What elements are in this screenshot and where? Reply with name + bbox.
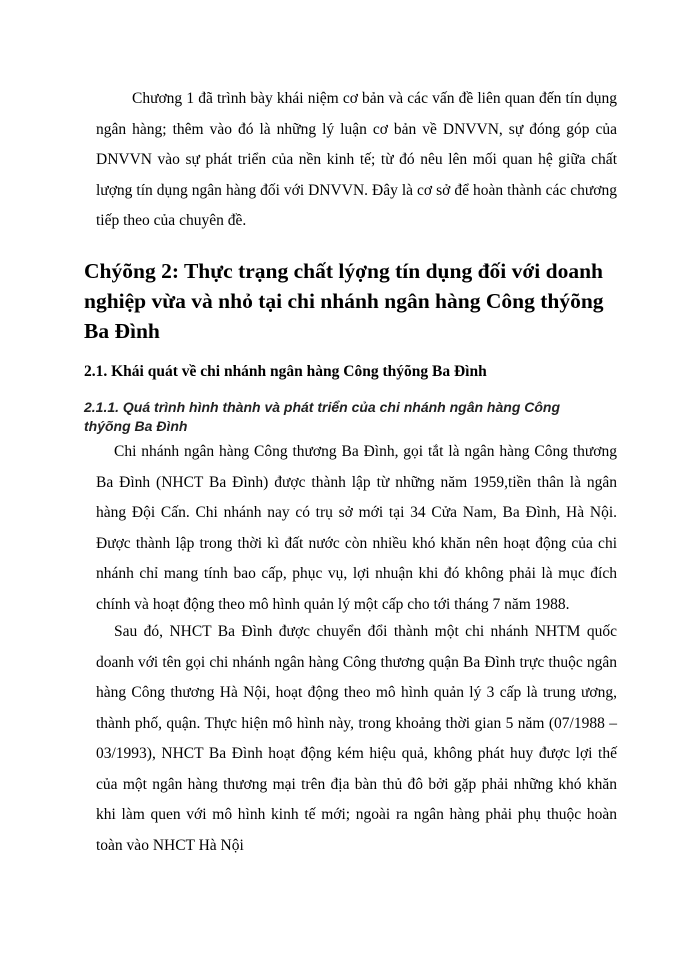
body-paragraph-2: Sau đó, NHCT Ba Đình được chuyển đổi thành một chi nhánh NHTM quốc doanh với tên gọi chi nhánh ngân hàng Công thương quận Ba Đình trực thuộc ngân hàng Công thương Hà Nội, hoạt động theo mô hình quản lý 3 cấp là trung ương, thành phố, quận. Thực hiện mô hình này, trong khoảng thời gian 5 năm (07/1988 – 03/1993), NHCT Ba Đình hoạt động kém hiệu quả, không phát huy được lợi thế của một ngân hàng thương mại trên địa bàn thủ đô bởi gặp phải những khó khăn khi làm quen với mô hình kinh tế mới; ngoài ra ngân hàng phải phụ thuộc hoàn toàn vào NHCT Hà Nội <box>96 623 617 854</box>
chapter-title: Chýõng 2: Thực trạng chất lýợng tín dụng đối với doanh nghiệp vừa và nhỏ tại chi nhánh ngân hàng Công thýõng Ba Đình <box>84 259 604 343</box>
body-paragraph-1: Chi nhánh ngân hàng Công thương Ba Đình, gọi tắt là ngân hàng Công thương Ba Đình (NHCT Ba Đình) được thành lập từ những năm 1959,tiền thân là ngân hàng Đội Cấn. Chi nhánh nay có trụ sở mới tại 34 Cửa Nam, Ba Đình, Hà Nội. Được thành lập trong thời kì đất nước còn nhiều khó khăn nên hoạt động của chi nhánh chỉ mang tính bao cấp, phục vụ, lợi nhuận khi đó không phải là mục đích chính và hoạt động theo mô hình quản lý một cấp cho tới tháng 7 năm 1988. <box>96 443 617 613</box>
section-2-1-heading: 2.1. Khái quát về chi nhánh ngân hàng Công thýõng Ba Đình <box>84 363 487 380</box>
section-2-1-1-heading: 2.1.1. Quá trình hình thành và phát triển của chi nhánh ngân hàng Công thýõng Ba Đình <box>84 399 561 434</box>
intro-paragraph: Chương 1 đã trình bày khái niệm cơ bản và các vấn đề liên quan đến tín dụng ngân hàng; thêm vào đó là những lý luận cơ bản về DNVVN, sự đóng góp của DNVVN vào sự phát triển của nền kinh tế; từ đó nêu lên mối quan hệ giữa chất lượng tín dụng ngân hàng đối với DNVVN. Đây là cơ sở để hoàn thành các chương tiếp theo của chuyên đề. <box>96 90 617 229</box>
